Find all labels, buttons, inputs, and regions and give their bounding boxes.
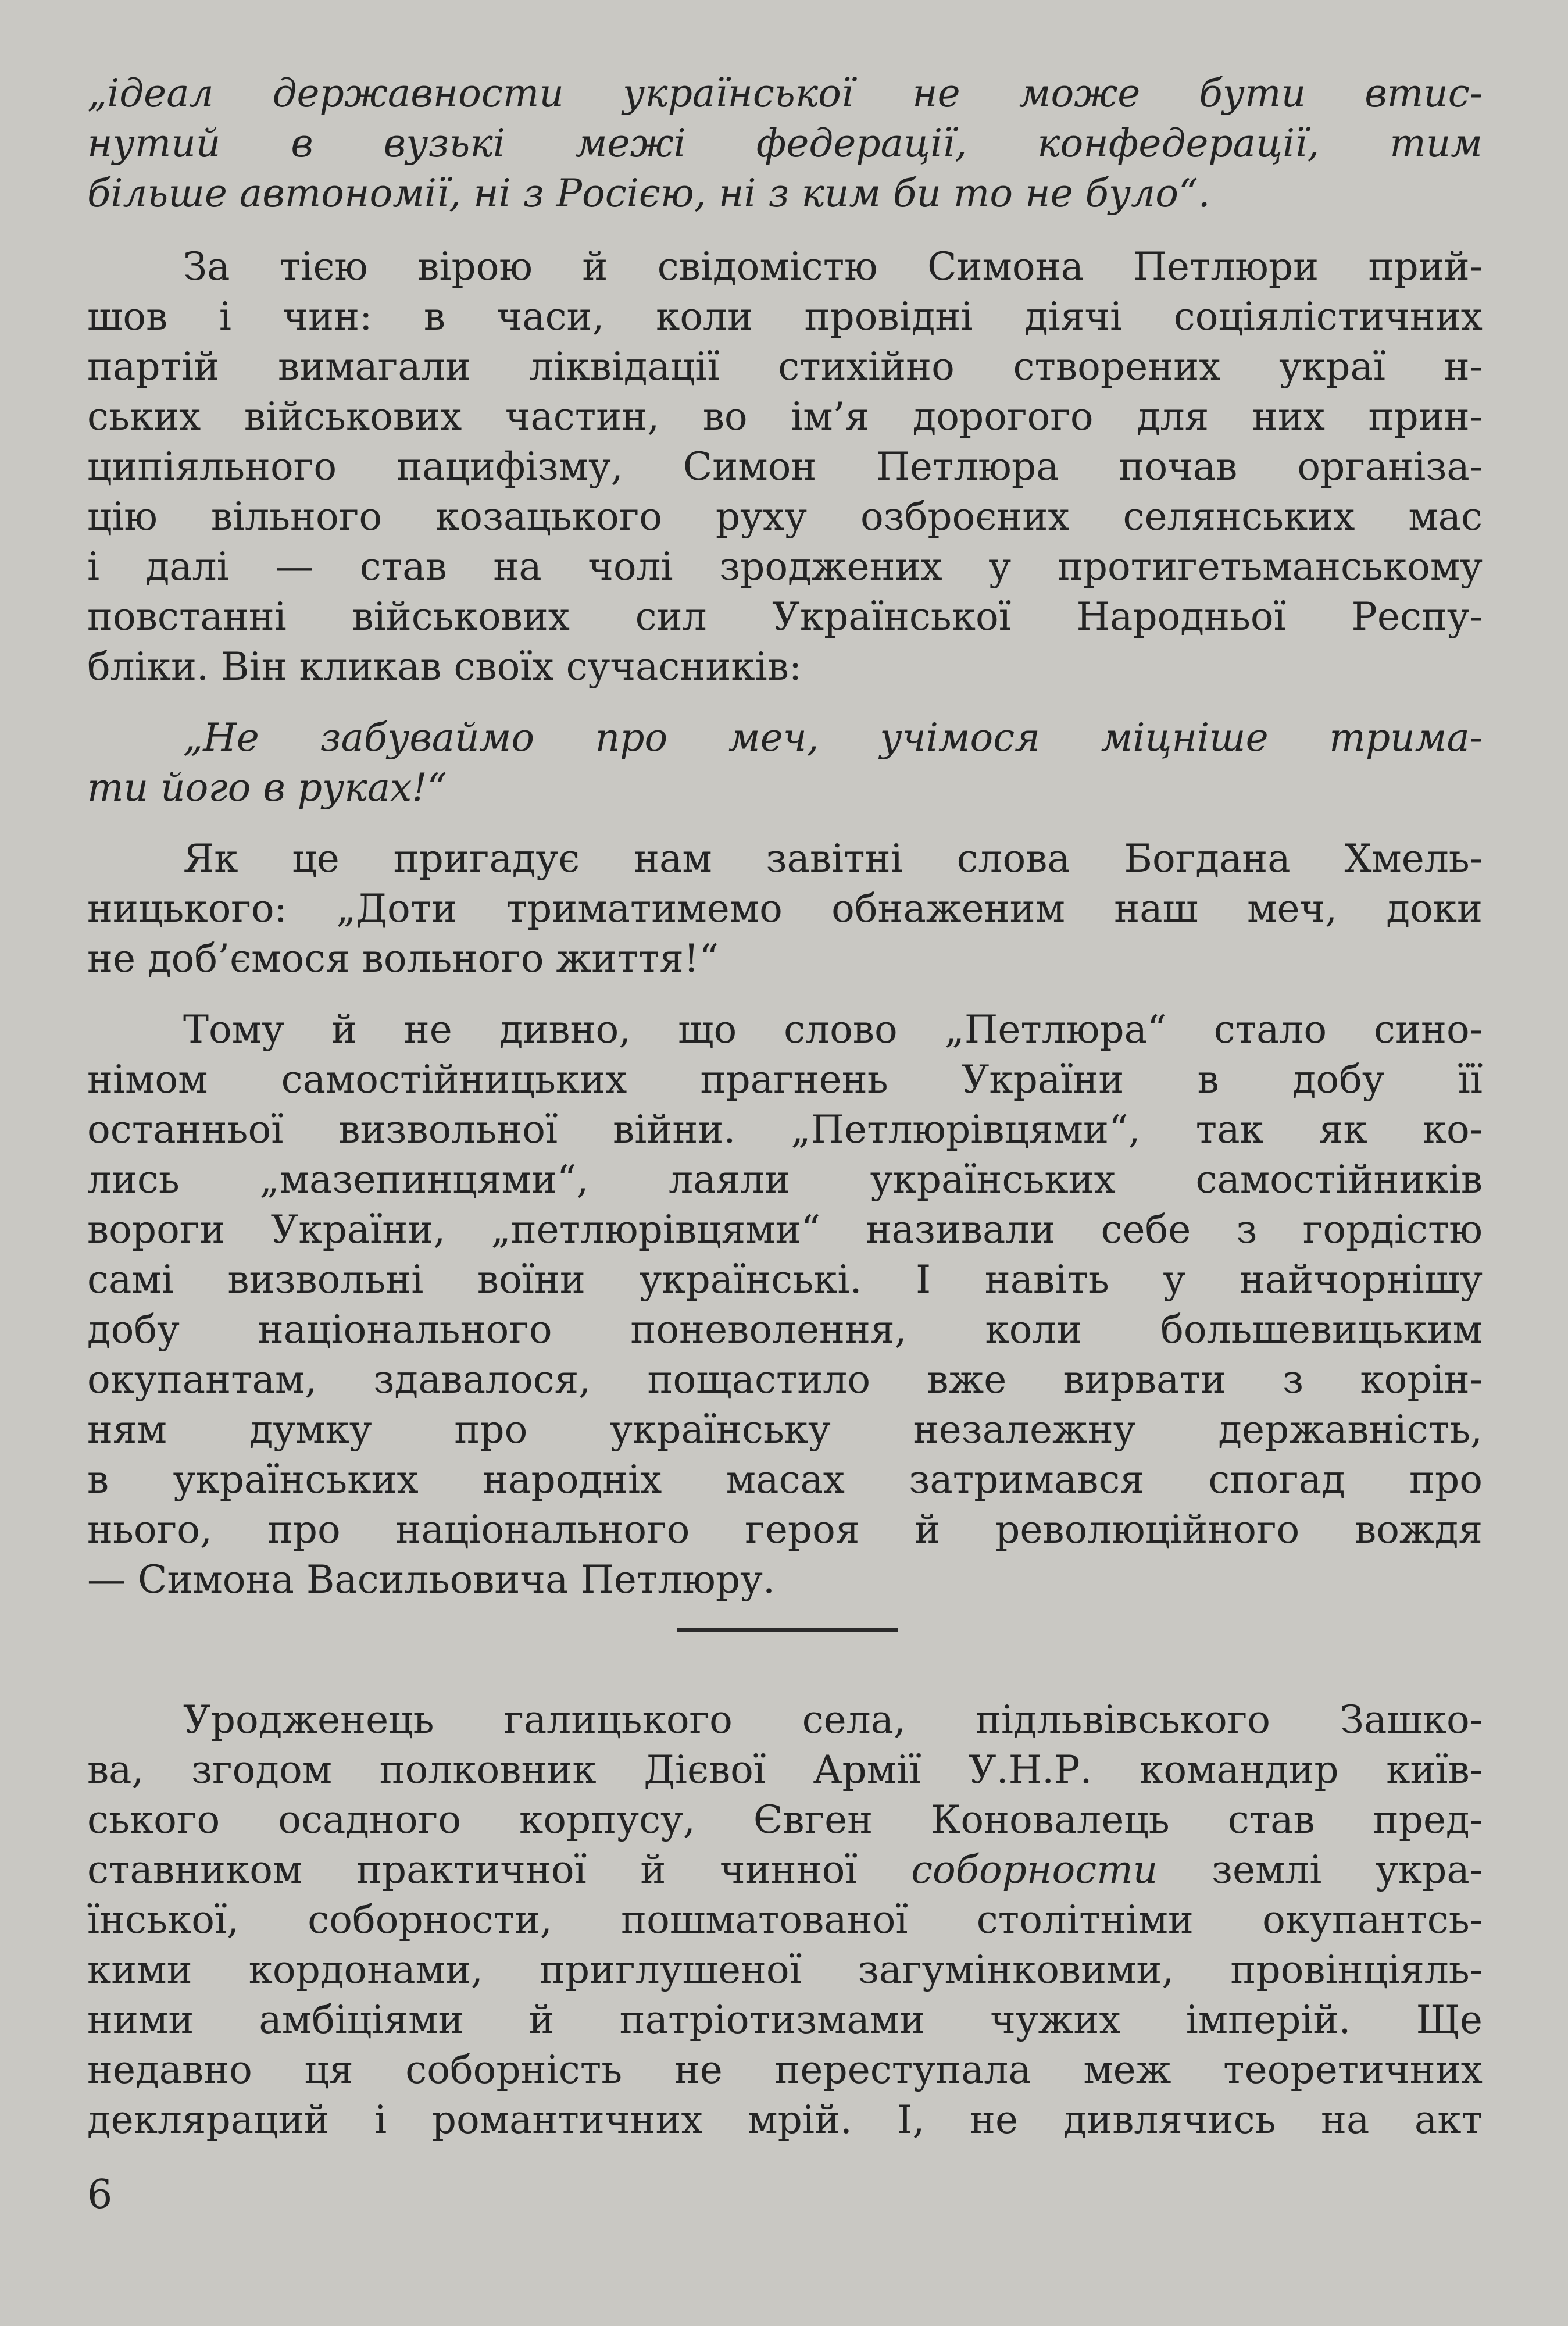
text-line: ципіяльного пацифізму, Симон Петлюра почав організа- <box>87 444 1483 489</box>
text-line: в українських народніх масах затримався спогад про <box>87 1457 1483 1502</box>
text-line: — Симона Васильовича Петлюру. <box>87 1557 775 1602</box>
text-line: лись „мазепинцями“, лаяли українських самостійників <box>87 1157 1483 1202</box>
sword-quote <box>87 713 1483 813</box>
text-line: ницького: „Доти триматимемо обнаженим наш меч, доки <box>87 886 1483 931</box>
lower-text-block <box>87 1695 1483 2145</box>
section-divider <box>677 1628 898 1632</box>
text-line-with-emphasis <box>87 1845 1483 1895</box>
text-line: їнської, соборности, пошматованої столітніми окупантсь- <box>87 1897 1483 1942</box>
text-line: ням думку про українську незалежну державність, <box>87 1407 1483 1452</box>
paragraph-petliura-synonym <box>87 1005 1483 1605</box>
text-line: партій вимагали ліквідації стихійно створених украї н- <box>87 344 1483 389</box>
text-line: „Не забуваймо про меч, учімося міцніше трима- <box>183 715 1483 760</box>
text-line: вороги України, „петлюрівцями“ називали себе з гордістю <box>87 1207 1483 1252</box>
text-line: ського осадного корпусу, Євген Коновалець став пред- <box>87 1797 1483 1842</box>
line-segment: землі укра- <box>1158 1847 1483 1892</box>
text-line: німом самостійницьких прагнень України в добу її <box>87 1057 1483 1102</box>
page-number: 6 <box>87 2172 113 2218</box>
paragraph-khmelnytsky <box>87 834 1483 984</box>
text-line: добу національного поневолення, коли большевицьким <box>87 1307 1483 1352</box>
text-line: цію вільного козацького руху озброєних селянських мас <box>87 494 1483 539</box>
text-line: більше автономії, ні з Росією, ні з ким би то не було“. <box>87 171 1210 216</box>
emphasis-sobornosty: соборности <box>911 1847 1158 1892</box>
text-line: „ідеал державности української не може бути втис- <box>87 71 1483 116</box>
text-line: нього, про національного героя й революційного вождя <box>87 1507 1483 1552</box>
paragraph-konovalets <box>87 1695 1483 2145</box>
text-line: повстанні військових сил Української Народньої Респу- <box>87 594 1483 639</box>
line-segment: ставником практичної й чинної <box>87 1847 912 1892</box>
text-line: бліки. Він кликав своїх сучасників: <box>87 644 802 689</box>
text-line: недавно ця соборність не переступала меж теоретичних <box>87 2047 1483 2092</box>
text-line: ти його в руках!“ <box>87 765 447 810</box>
opening-quote <box>87 69 1483 219</box>
text-line: і далі — став на чолі зроджених у протигетьманському <box>87 544 1483 589</box>
text-line: не доб’ємося вольного життя!“ <box>87 936 719 981</box>
text-line: шов і чин: в часи, коли провідні діячі соціялістичних <box>87 294 1483 339</box>
text-line: самі визвольні воїни українські. І навіть у найчорнішу <box>87 1257 1483 1302</box>
text-line: кими кордонами, приглушеної загумінковими, провінціяль- <box>87 1947 1483 1992</box>
text-line: окупантам, здавалося, пощастило вже вирвати з корін- <box>87 1357 1483 1402</box>
paragraph-petliura-faith <box>87 242 1483 692</box>
text-line: Як це пригадує нам завітні слова Богдана Хмель- <box>183 836 1483 881</box>
text-line: Уродженець галицького села, підльвівського Зашко- <box>183 1697 1483 1742</box>
upper-text-block <box>87 69 1483 1605</box>
text-line: ва, згодом полковник Дієвої Армії У.Н.Р. командир київ- <box>87 1747 1483 1792</box>
text-line: ських військових частин, во ім’я дорогого для них прин- <box>87 394 1483 439</box>
text-line: Тому й не дивно, що слово „Петлюра“ стало сино- <box>183 1007 1483 1052</box>
text-line: декляраций і романтичних мрій. І, не дивлячись на акт <box>87 2097 1483 2142</box>
text-line: ними амбіціями й патріотизмами чужих імперій. Ще <box>87 1997 1483 2042</box>
text-line: останньої визвольної війни. „Петлюрівцями“, так як ко- <box>87 1107 1483 1152</box>
text-line: нутий в вузькі межі федерації, конфедерації, тим <box>87 121 1483 166</box>
text-line: За тією вірою й свідомістю Симона Петлюри прий- <box>183 244 1483 289</box>
